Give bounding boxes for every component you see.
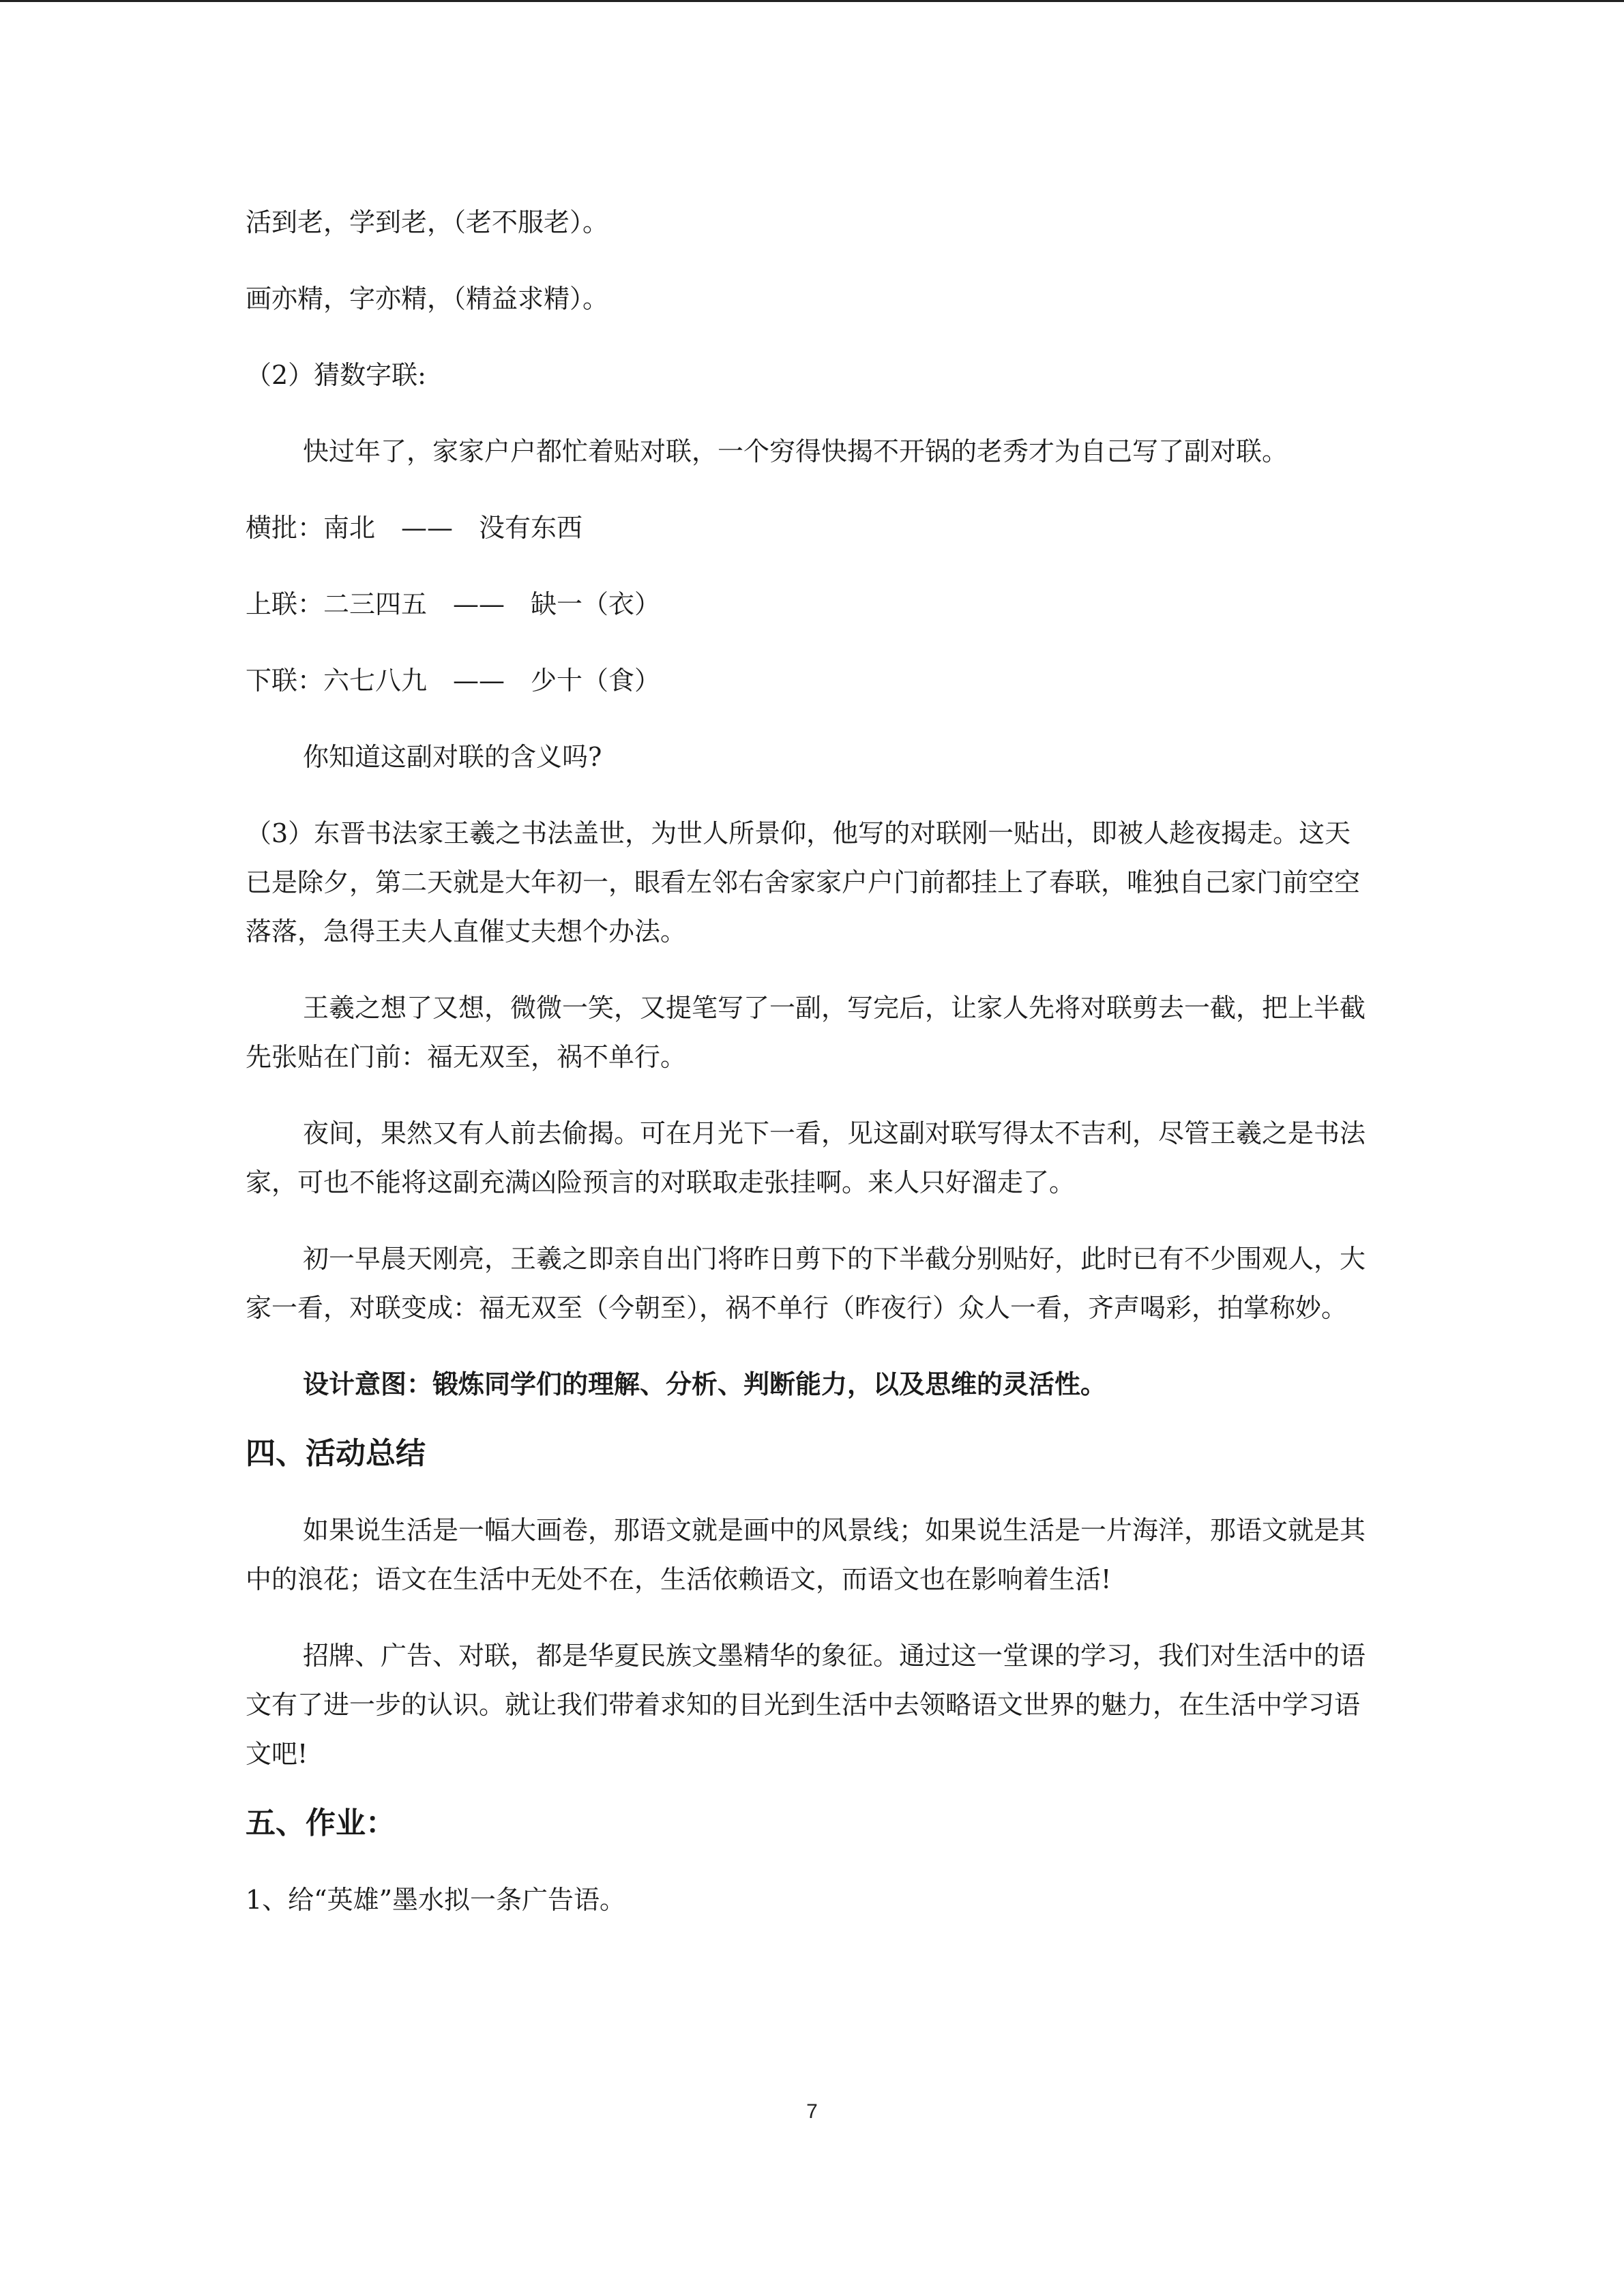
wang-xizhi-story-part-3: 夜间，果然又有人前去偷揭。可在月光下一看，见这副对联写得太不吉利，尽管王羲之是书法家，可也不能将这副充满凶险预言的对联取走张挂啊。来人只好溜走了。 [246,1118,1366,1197]
section-4-heading: 四、活动总结 [246,1436,426,1471]
couplet-question: 你知道这副对联的含义吗? [303,742,602,772]
number-couplet-story: 快过年了，家家户户都忙着贴对联，一个穷得快揭不开锅的老秀才为自己写了副对联。 [303,436,1288,466]
number-couplet-title: （2）猜数字联: [246,360,426,390]
horizontal-scroll-line: 横批：南北 —— 没有东西 [246,513,583,543]
homework-item-1: 1、给“英雄”墨水拟一条广告语。 [246,1885,626,1915]
upper-couplet-line: 上联：二三四五 —— 缺一（衣） [246,589,661,619]
section-5-heading: 五、作业： [246,1806,396,1840]
design-intent: 设计意图：锻炼同学们的理解、分析、判断能力，以及思维的灵活性。 [303,1369,1107,1399]
couplet-line-1: 活到老，学到老，（老不服老）。 [246,207,609,237]
page-number: 7 [806,2100,818,2123]
wang-xizhi-story-part-2: 王羲之想了又想，微微一笑，又提笔写了一副，写完后，让家人先将对联剪去一截，把上半截先张贴在门前：福无双至，祸不单行。 [246,993,1366,1072]
couplet-line-2: 画亦精，字亦精，（精益求精）。 [246,284,609,314]
summary-paragraph-1: 如果说生活是一幅大画卷，那语文就是画中的风景线；如果说生活是一片海洋，那语文就是其中的浪花；语文在生活中无处不在，生活依赖语文，而语文也在影响着生活! [246,1515,1366,1594]
wang-xizhi-story-intro: （3）东晋书法家王羲之书法盖世，为世人所景仰，他写的对联刚一贴出，即被人趁夜揭走。这天已是除夕，第二天就是大年初一，眼看左邻右舍家家户户门前都挂上了春联，唯独自己家门前空空落落，急得王夫人直催丈夫想个办法。 [246,818,1361,946]
summary-paragraph-2: 招牌、广告、对联，都是华夏民族文墨精华的象征。通过这一堂课的学习，我们对生活中的语文有了进一步的认识。就让我们带着求知的目光到生活中去领略语文世界的魅力，在生活中学习语文吧! [246,1641,1366,1769]
top-border-line [0,0,1624,2]
page-content [246,198,1371,1952]
lower-couplet-line: 下联：六七八九 —— 少十（食） [246,666,661,696]
wang-xizhi-story-part-4: 初一早晨天刚亮，王羲之即亲自出门将昨日剪下的下半截分别贴好，此时已有不少围观人，大家一看，对联变成：福无双至（今朝至），祸不单行（昨夜行）众人一看，齐声喝彩，拍掌称妙。 [246,1244,1366,1323]
